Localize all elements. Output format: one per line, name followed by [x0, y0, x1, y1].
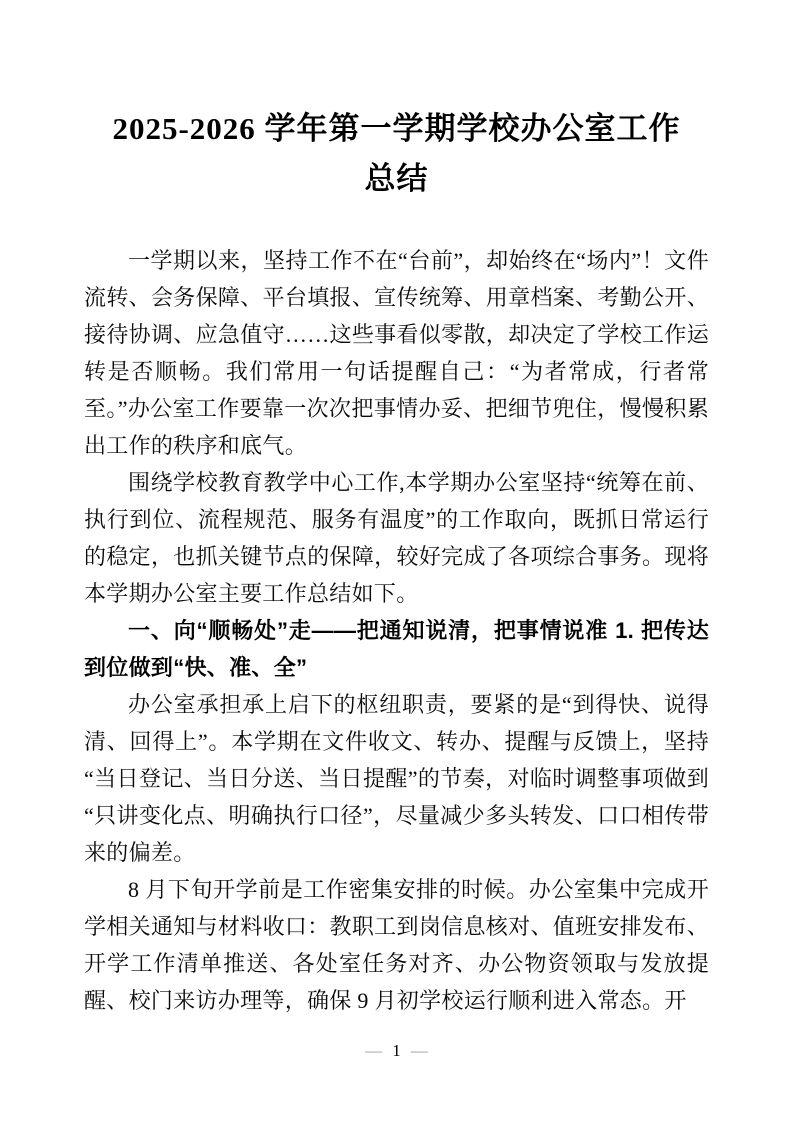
- paragraph-section1-body: 办公室承担承上启下的枢纽职责，要紧的是“到得快、说得清、回得上”。本学期在文件收文、转办、提醒与反馈上，坚持“当日登记、当日分送、当日提醒”的节奏，对临时调整事项做到“只讲变化点、明确执行口径”，尽量减少多头转发、口口相传带来的偏差。: [84, 692, 709, 865]
- page-footer: [84, 1040, 709, 1062]
- section-heading-1: 一、向“顺畅处”走——把通知说清，把事情说准 1. 把传达到位做到“快、准、全”: [84, 618, 709, 680]
- paragraph-intro: 一学期以来，坚持工作不在“台前”，却始终在“场内”！文件流转、会务保障、平台填报、宣传统筹、用章档案、考勤公开、接待协调、应急值守……这些事看似零散，却决定了学校工作运转是否顺畅。我们常用一句话提醒自己：“为者常成，行者常至。”办公室工作要靠一次次把事情办妥、把细节兜住，慢慢积累出工作的秩序和底气。: [84, 248, 709, 458]
- document-title: 2025-2026 学年第一学期学校办公室工作总结: [112, 111, 681, 196]
- paragraph-semester-start: 8 月下旬开学前是工作密集安排的时候。办公室集中完成开学相关通知与材料收口：教职工到岗信息核对、值班安排发布、开学工作清单推送、各处室任务对齐、办公物资领取与发放提醒、校门来访办理等，确保 9 月初学校运行顺利进入常态。开: [84, 877, 709, 1013]
- footer-right-dash: —: [410, 1041, 428, 1060]
- page-number: 1: [392, 1041, 401, 1060]
- footer-left-dash: —: [365, 1041, 383, 1060]
- paragraph-overview: 围绕学校教育教学中心工作,本学期办公室坚持“统筹在前、执行到位、流程规范、服务有温度”的工作取向，既抓日常运行的稳定，也抓关键节点的保障，较好完成了各项综合事务。现将本学期办公室主要工作总结如下。: [84, 470, 709, 606]
